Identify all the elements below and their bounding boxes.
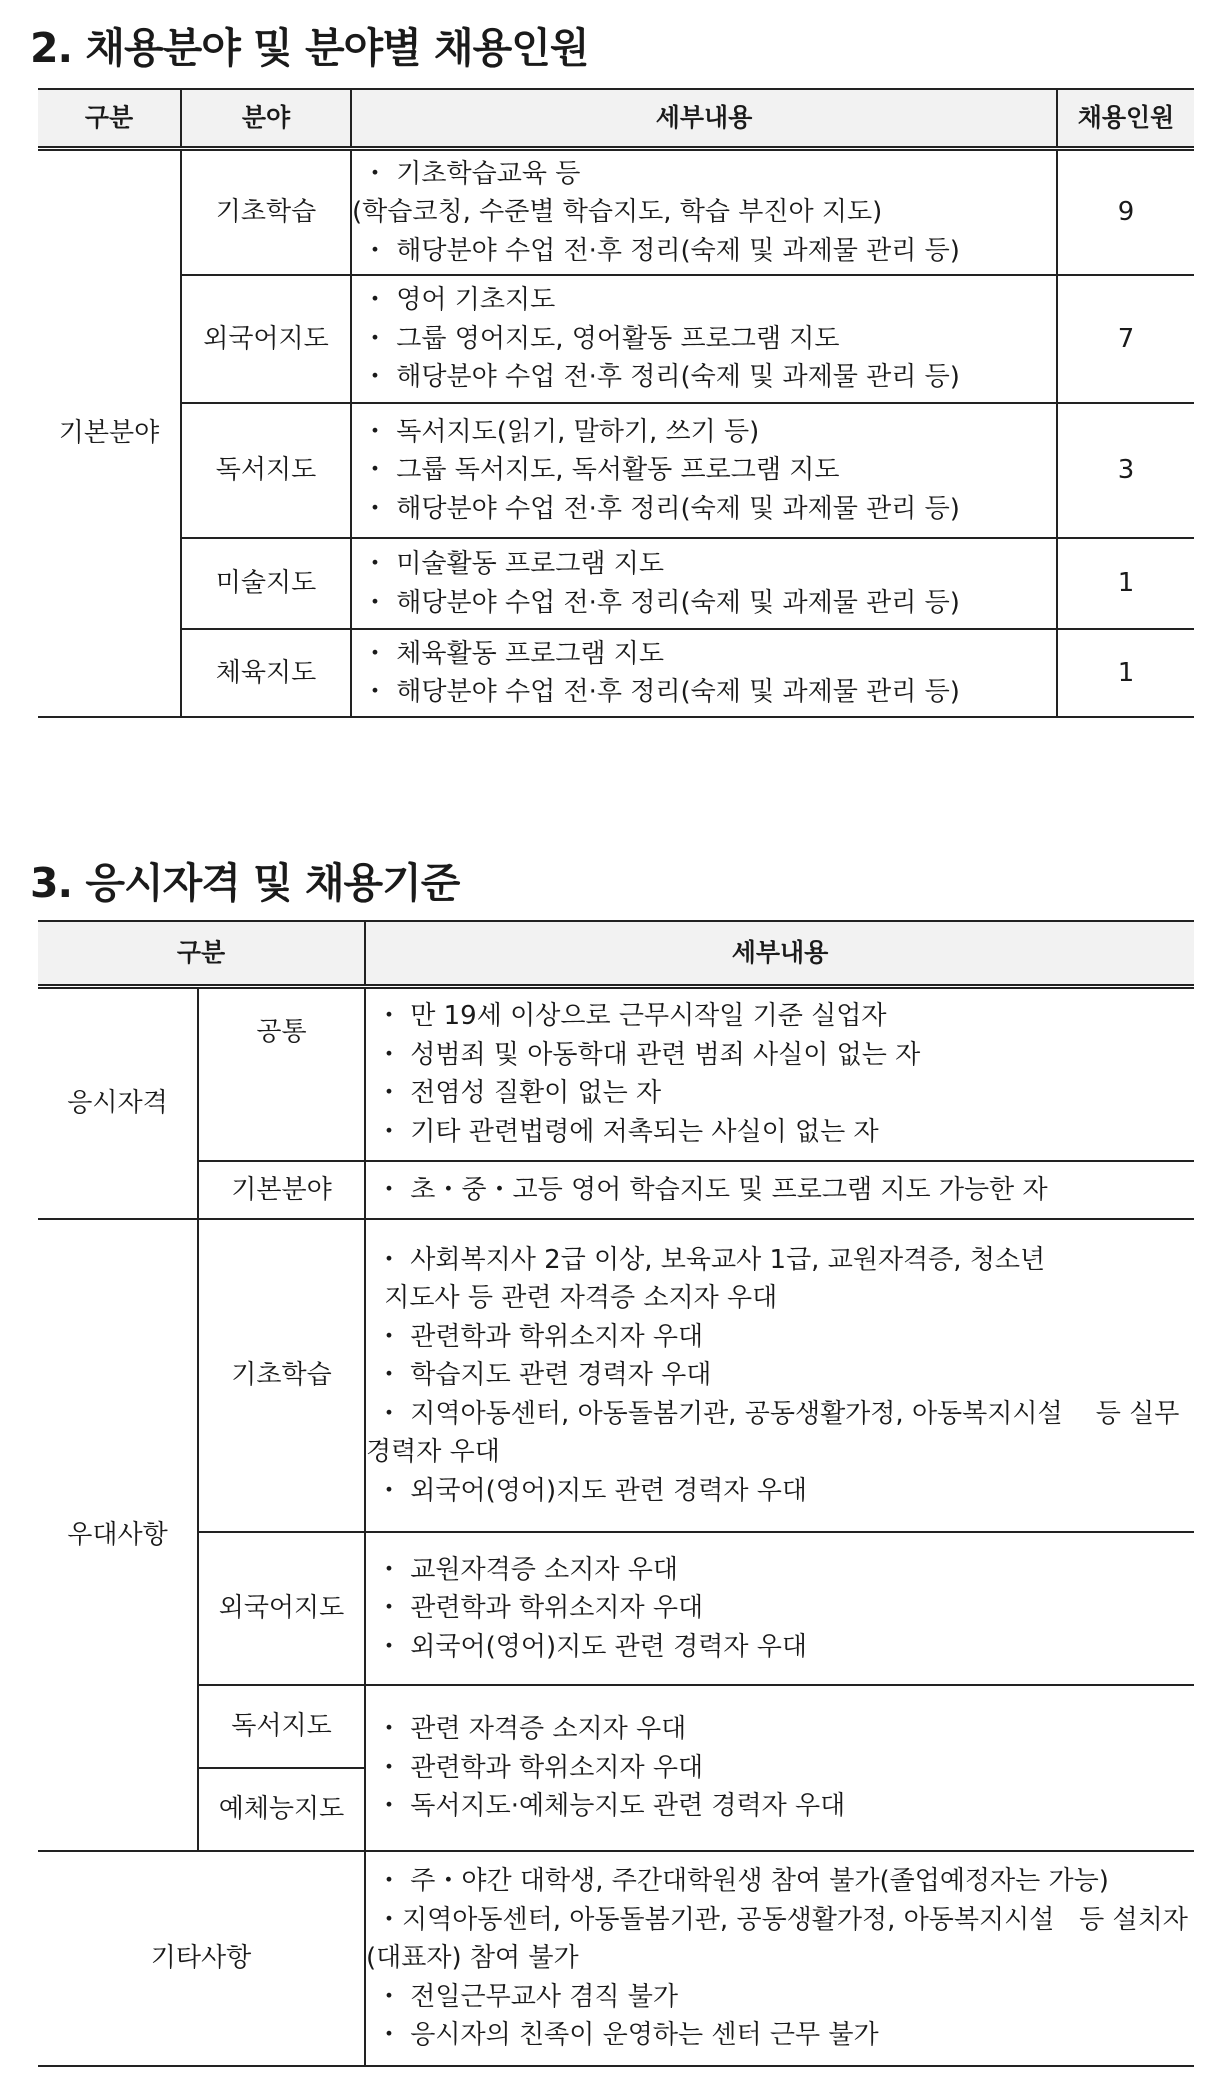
details-cell: [351, 275, 1057, 403]
table-row: [38, 275, 1194, 403]
detail-line: ・ 사회복지사 2급 이상, 보육교사 1급, 교원자격증, 청소년: [376, 1244, 1046, 1275]
detail-line: ・ 교원자격증 소지자 우대: [376, 1554, 678, 1585]
table-row: [38, 148, 1194, 275]
detail-line: ・ 해당분야 수업 전·후 정리(숙제 및 과제물 관리 등): [362, 362, 960, 393]
detail-line: ・ 해당분야 수업 전·후 정리(숙제 및 과제물 관리 등): [362, 587, 960, 618]
table-row: [38, 986, 1194, 1161]
field-cell: 기초학습: [181, 148, 351, 275]
detail-line: ・ 기초학습교육 등: [362, 158, 581, 189]
count-cell: 1: [1057, 629, 1194, 717]
field-cell: 미술지도: [181, 538, 351, 629]
detail-line: ・ 초・중・고등 영어 학습지도 및 프로그램 지도 가능한 자: [376, 1174, 1048, 1205]
table-row: [38, 1685, 1194, 1768]
details-cell: [365, 986, 1194, 1161]
table-row: [38, 1219, 1194, 1532]
basic-learning-label: 기초학습: [198, 1219, 365, 1532]
detail-line: ・ 관련 자격증 소지자 우대: [376, 1714, 687, 1745]
count-cell: 1: [1057, 538, 1194, 629]
detail-line: ・ 외국어(영어)지도 관련 경력자 우대: [376, 1631, 807, 1662]
section3-title: 3. 응시자격 및 채용기준: [30, 859, 460, 907]
details-cell: [351, 403, 1057, 538]
detail-line: ・ 관련학과 학위소지자 우대: [376, 1752, 704, 1783]
detail-line: ・ 외국어(영어)지도 관련 경력자 우대: [376, 1475, 807, 1506]
header-details: 세부내용: [365, 921, 1194, 986]
details-cell: [365, 1161, 1194, 1219]
common-label: 공통: [198, 986, 365, 1161]
category-cell: 기본분야: [38, 148, 181, 717]
count-cell: 9: [1057, 148, 1194, 275]
arts-label: 예체능지도: [198, 1768, 365, 1851]
detail-line: ・ 관련학과 학위소지자 우대: [376, 1321, 704, 1352]
detail-line: ・ 학습지도 관련 경력자 우대: [376, 1360, 712, 1391]
details-cell: [365, 1685, 1194, 1851]
detail-line: ・ 전염성 질환이 없는 자: [376, 1078, 662, 1109]
detail-line: ・ 성범죄 및 아동학대 관련 범죄 사실이 없는 자: [376, 1039, 921, 1070]
table-row: [38, 1532, 1194, 1685]
table-row: [38, 538, 1194, 629]
header-category: 구분: [38, 89, 181, 148]
header-count: 채용인원: [1057, 89, 1194, 148]
header-category: 구분: [38, 921, 365, 986]
count-cell: 7: [1057, 275, 1194, 403]
details-cell: [351, 148, 1057, 275]
detail-line: ・ 전일근무교사 겸직 불가: [376, 1981, 678, 2012]
etc-label: 기타사항: [38, 1851, 365, 2066]
foreign-language-label: 외국어지도: [198, 1532, 365, 1685]
recruitment-fields-table: [38, 88, 1194, 718]
detail-line: 경력자 우대: [366, 1437, 500, 1468]
qualification-table: [38, 920, 1194, 2067]
reading-label: 독서지도: [198, 1685, 365, 1768]
table-row: [38, 403, 1194, 538]
field-cell: 체육지도: [181, 629, 351, 717]
detail-line: ・ 영어 기초지도: [362, 285, 556, 316]
field-cell: 독서지도: [181, 403, 351, 538]
detail-line: ・ 관련학과 학위소지자 우대: [376, 1593, 704, 1624]
details-cell: [351, 629, 1057, 717]
details-cell: [365, 1851, 1194, 2066]
field-cell: 외국어지도: [181, 275, 351, 403]
detail-line: (학습코칭, 수준별 학습지도, 학습 부진아 지도): [352, 197, 883, 227]
details-cell: [365, 1532, 1194, 1685]
table-row: [38, 1851, 1194, 2066]
detail-line: ・ 미술활동 프로그램 지도: [362, 549, 664, 579]
detail-line: ・ 독서지도·예체능지도 관련 경력자 우대: [376, 1791, 846, 1822]
detail-line: ・ 만 19세 이상으로 근무시작일 기준 실업자: [376, 1001, 887, 1032]
detail-line: ・ 주・야간 대학생, 주간대학원생 참여 불가(졸업예정자는 가능): [376, 1866, 1109, 1897]
detail-line: ・ 그룹 독서지도, 독서활동 프로그램 지도: [362, 455, 840, 486]
detail-line: ・ 그룹 영어지도, 영어활동 프로그램 지도: [362, 323, 840, 354]
count-cell: 3: [1057, 403, 1194, 538]
detail-line: 지도사 등 관련 자격증 소지자 우대: [376, 1283, 778, 1314]
table-row: [38, 629, 1194, 717]
header-field: 분야: [181, 89, 351, 148]
preference-label: 우대사항: [38, 1219, 198, 1851]
table-row: [38, 1161, 1194, 1219]
detail-line: ・ 해당분야 수업 전·후 정리(숙제 및 과제물 관리 등): [362, 677, 960, 707]
detail-line: ・지역아동센터, 아동돌봄기관, 공동생활가정, 아동복지시설 등 설치자: [376, 1904, 1188, 1935]
detail-line: ・ 체육활동 프로그램 지도: [362, 638, 664, 669]
header-details: 세부내용: [351, 89, 1057, 148]
detail-line: (대표자) 참여 불가: [366, 1943, 579, 1974]
detail-line: ・ 독서지도(읽기, 말하기, 쓰기 등): [362, 416, 760, 447]
detail-line: ・ 해당분야 수업 전·후 정리(숙제 및 과제물 관리 등): [362, 493, 960, 524]
detail-line: ・ 기타 관련법령에 저촉되는 사실이 없는 자: [376, 1116, 879, 1147]
detail-line: ・ 지역아동센터, 아동돌봄기관, 공동생활가정, 아동복지시설 등 실무: [376, 1398, 1180, 1429]
basic-field-label: 기본분야: [198, 1161, 365, 1219]
detail-line: ・ 해당분야 수업 전·후 정리(숙제 및 과제물 관리 등): [362, 235, 960, 266]
details-cell: [351, 538, 1057, 629]
section2-title: 2. 채용분야 및 분야별 채용인원: [30, 24, 589, 72]
detail-line: ・ 응시자의 친족이 운영하는 센터 근무 불가: [376, 2020, 879, 2051]
qualification-label: 응시자격: [38, 986, 198, 1219]
details-cell: [365, 1219, 1194, 1532]
